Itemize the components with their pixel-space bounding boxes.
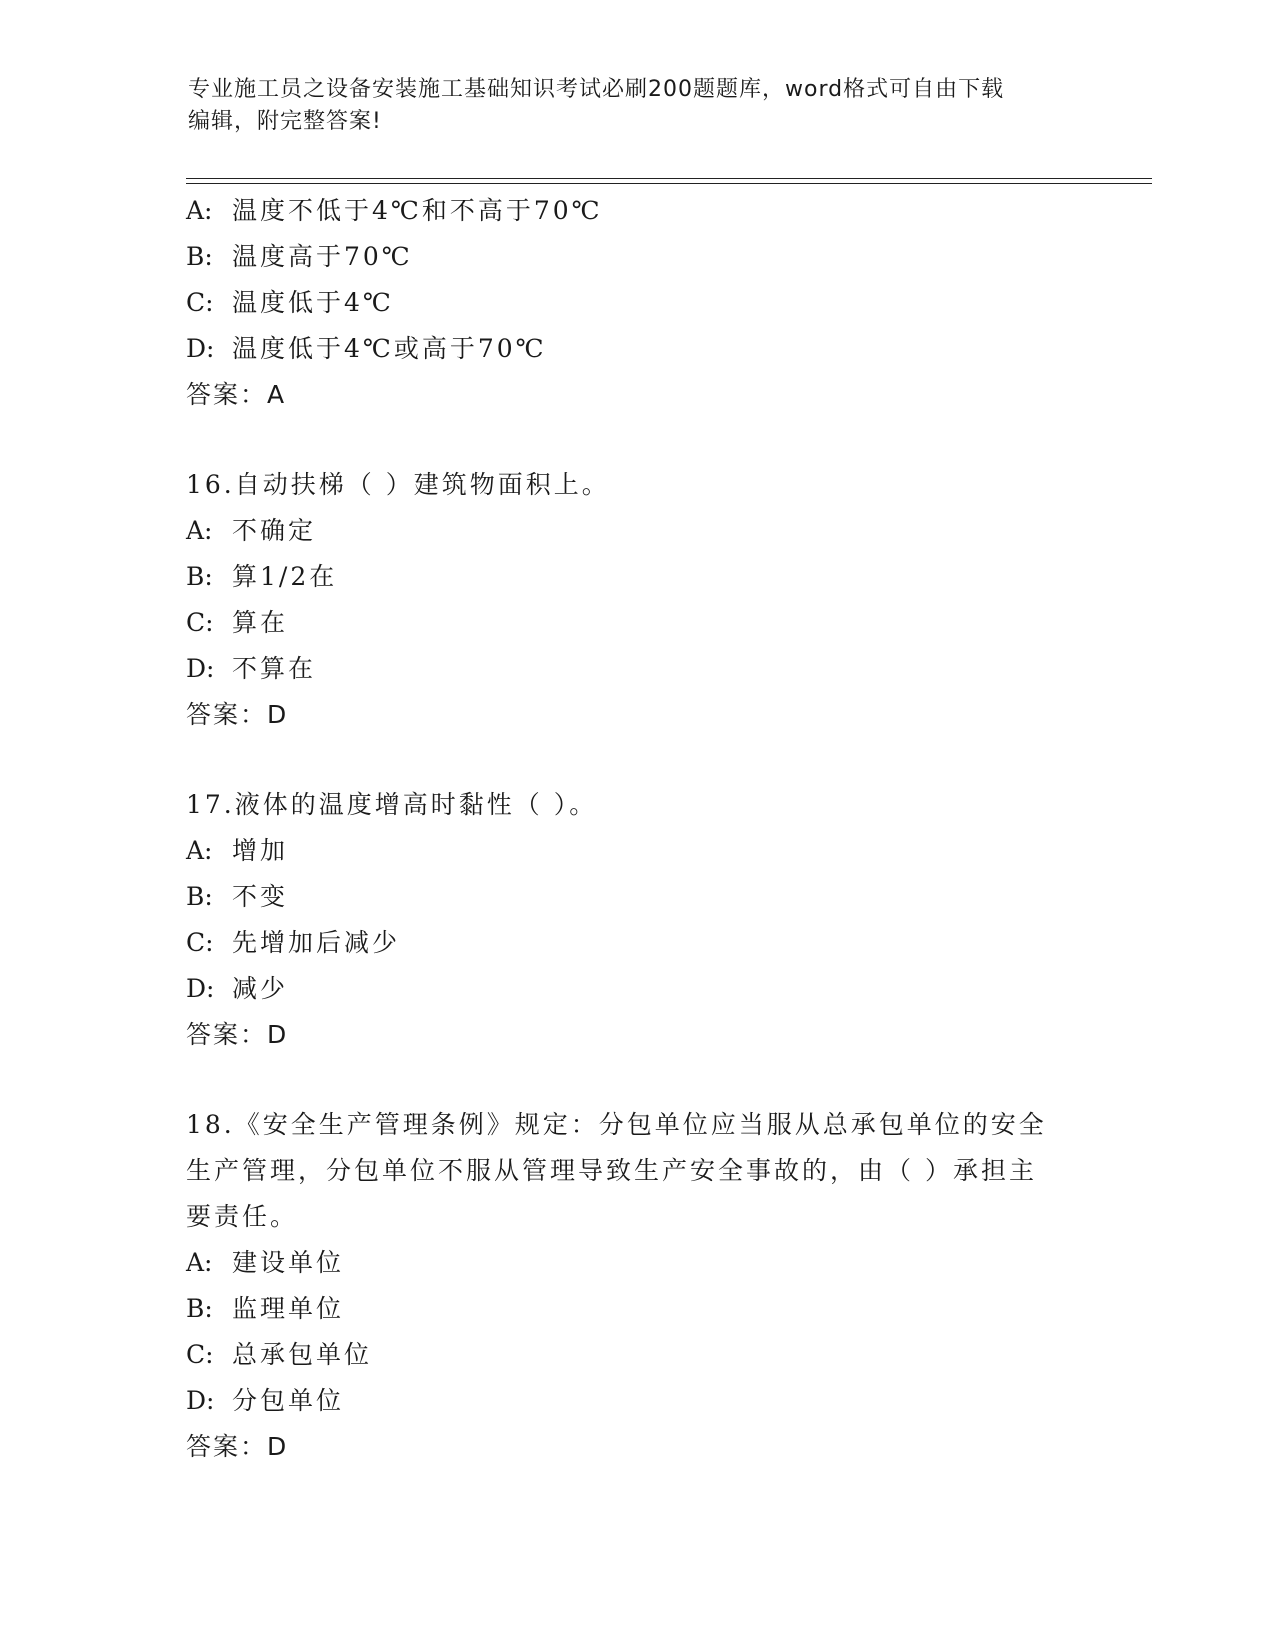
option-b: B: 算1/2在 <box>186 562 338 591</box>
answer: 答案：D <box>186 1020 289 1049</box>
question-17 <box>186 782 1086 1058</box>
option-c: C: 先增加后减少 <box>186 928 401 957</box>
answer: 答案：D <box>186 700 289 729</box>
option-a: A: 建设单位 <box>186 1248 345 1277</box>
question-15 <box>186 188 1086 418</box>
option-d: D: 不算在 <box>186 654 317 683</box>
option-a: A: 增加 <box>186 836 289 865</box>
question-18 <box>186 1102 1086 1470</box>
document-header <box>188 74 1068 138</box>
header-title-line-1: 专业施工员之设备安装施工基础知识考试必刷200题题库，word格式可自由下载 <box>188 77 1005 102</box>
option-d: D: 减少 <box>186 974 289 1003</box>
header-divider-bottom <box>186 183 1152 184</box>
option-c: C: 温度低于4℃ <box>186 288 394 317</box>
answer: 答案：A <box>186 380 287 409</box>
header-title-line-2: 编辑，附完整答案! <box>188 109 382 134</box>
option-a: A: 不确定 <box>186 516 317 545</box>
option-d: D: 分包单位 <box>186 1386 345 1415</box>
question-stem: 17.液体的温度增高时黏性（ ）。 <box>186 790 598 819</box>
option-d: D: 温度低于4℃或高于70℃ <box>186 334 547 363</box>
question-stem: 16.自动扶梯（ ）建筑物面积上。 <box>186 470 610 499</box>
question-16 <box>186 462 1086 738</box>
question-list <box>186 188 1086 1470</box>
option-a: A: 温度不低于4℃和不高于70℃ <box>186 196 603 225</box>
option-b: B: 监理单位 <box>186 1294 345 1323</box>
header-divider-top <box>186 178 1152 179</box>
question-stem-line-2: 生产管理，分包单位不服从管理导致生产安全事故的，由（ ）承担主 <box>186 1156 1037 1185</box>
option-b: B: 温度高于70℃ <box>186 242 413 271</box>
answer: 答案：D <box>186 1432 289 1461</box>
option-c: C: 算在 <box>186 608 289 637</box>
option-b: B: 不变 <box>186 882 289 911</box>
question-stem-line-1: 18.《安全生产管理条例》规定：分包单位应当服从总承包单位的安全 <box>186 1110 1047 1139</box>
question-stem-line-3: 要责任。 <box>186 1202 299 1231</box>
option-c: C: 总承包单位 <box>186 1340 373 1369</box>
